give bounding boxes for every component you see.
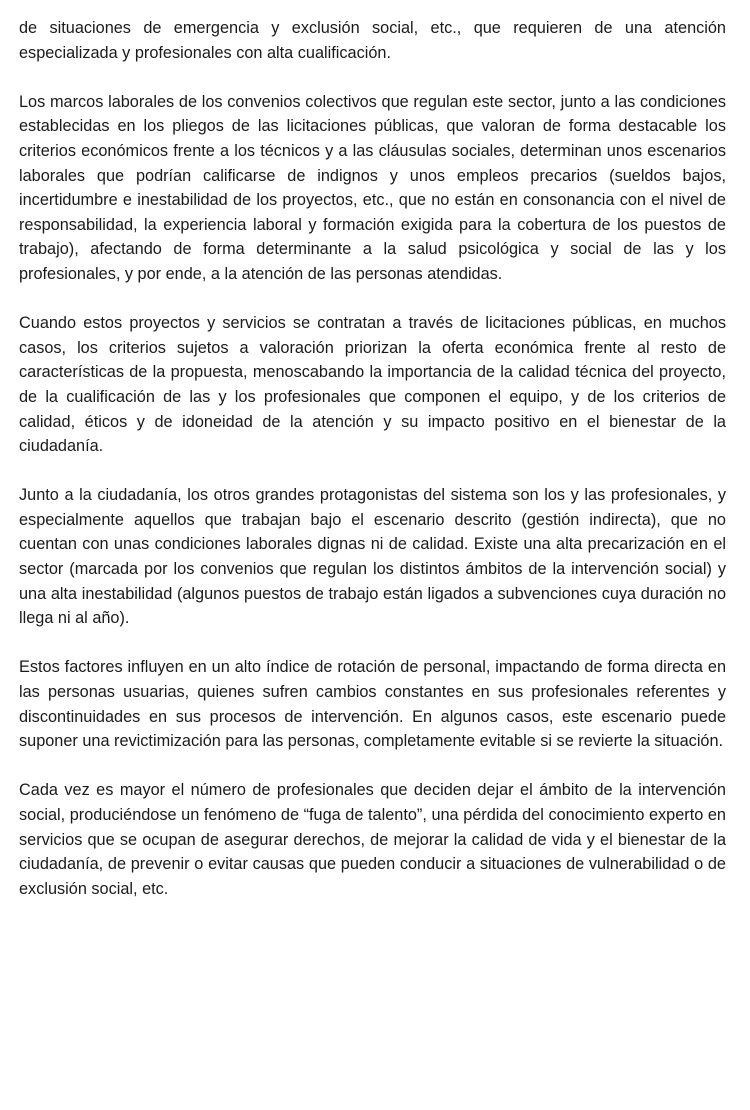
paragraph-4: Junto a la ciudadanía, los otros grandes protagonistas del sistema son los y las profesionales, y especialmente aquellos que trabajan bajo el escenario descrito (gestión indirecta), que no cuentan con unas condiciones laborales dignas ni de calidad. Existe una alta precarización en el sector (marcada por los convenios que regulan los distintos ámbitos de la intervención social) y una alta inestabilidad (algunos puestos de trabajo están ligados a subvenciones cuya duración no llega ni al año). — [19, 486, 726, 628]
paragraph-3: Cuando estos proyectos y servicios se contratan a través de licitaciones públicas, en muchos casos, los criterios sujetos a valoración priorizan la oferta económica frente al resto de características de la propuesta, menoscabando la importancia de la calidad técnica del proyecto, de la cualificación de las y los profesionales que componen el equipo, y de los criterios de calidad, éticos y de idoneidad de la atención y su impacto positivo en el bienestar de la ciudadanía. — [19, 314, 726, 456]
paragraph-1: de situaciones de emergencia y exclusión social, etc., que requieren de una atención especializada y profesionales con alta cualificación. — [19, 19, 726, 62]
paragraph-6: Cada vez es mayor el número de profesionales que deciden dejar el ámbito de la intervención social, produciéndose un fenómeno de “fuga de talento”, una pérdida del conocimiento experto en servicios que se ocupan de asegurar derechos, de mejorar la calidad de vida y el bienestar de la ciudadanía, de prevenir o evitar causas que pueden conducir a situaciones de vulnerabilidad o de exclusión social, etc. — [19, 781, 726, 898]
paragraph-2: Los marcos laborales de los convenios colectivos que regulan este sector, junto a las condiciones establecidas en los pliegos de las licitaciones públicas, que valoran de forma destacable los criterios económicos frente a los técnicos y a las cláusulas sociales, determinan unos escenarios laborales que podrían calificarse de indignos y unos empleos precarios (sueldos bajos, incertidumbre e inestabilidad de los proyectos, etc., que no están en consonancia con el nivel de responsabilidad, la experiencia laboral y formación exigida para la cobertura de los puestos de trabajo), afectando de forma determinante a la salud psicológica y social de las y los profesionales, y por ende, a la atención de las personas atendidas. — [19, 92, 726, 283]
paragraph-5: Estos factores influyen en un alto índice de rotación de personal, impactando de forma directa en las personas usuarias, quienes sufren cambios constantes en sus profesionales referentes y discontinuidades en sus procesos de intervención. En algunos casos, este escenario puede suponer una revictimización para las personas, completamente evitable si se revierte la situación. — [19, 658, 726, 751]
